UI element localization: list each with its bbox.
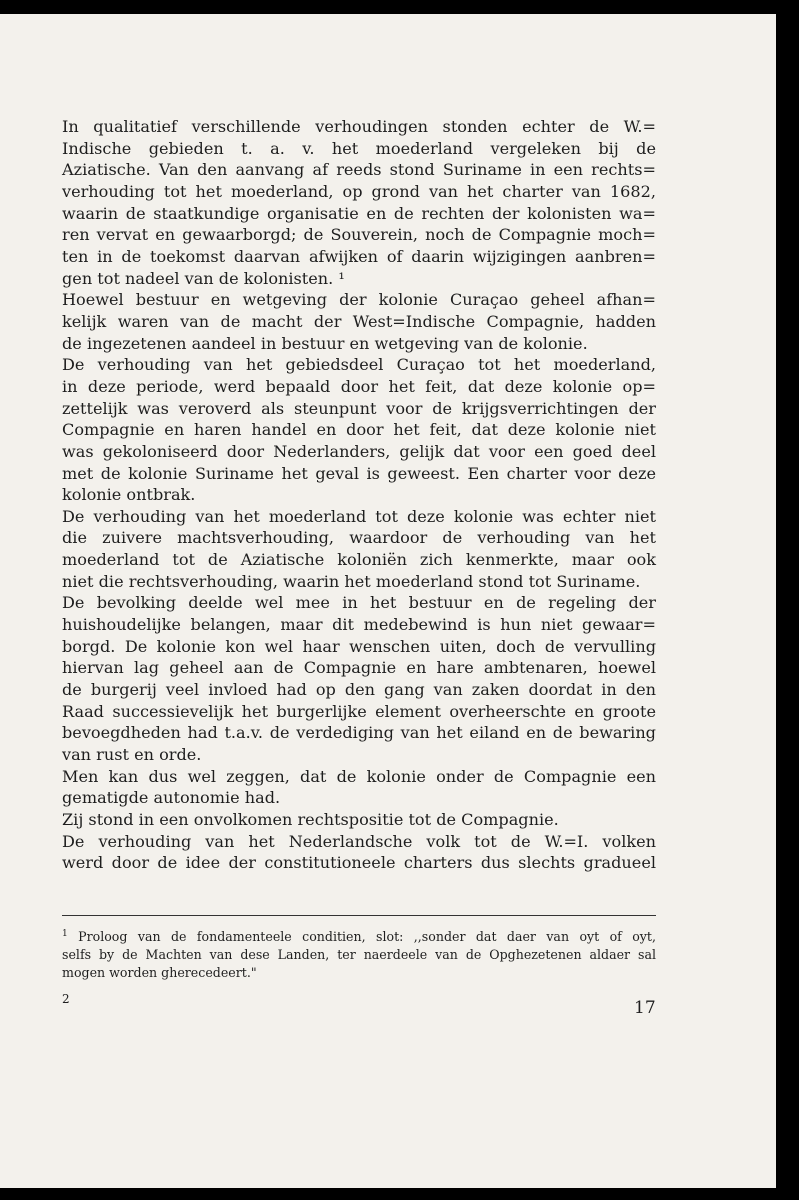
text-line: de ingezetenen aandeel in bestuur en wetgeving van de kolonie. xyxy=(62,333,588,353)
text-line: Hoewel bestuur en wetgeving der kolonie Curaçao geheel afhan= xyxy=(62,290,656,310)
text-line: waarin de staatkundige organisatie en de rechten der kolonisten wa= xyxy=(62,203,656,223)
text-line: zettelijk was veroverd als steunpunt voor de krijgsverrichtingen der xyxy=(62,398,656,418)
paragraph xyxy=(62,766,656,809)
footnote-rule xyxy=(62,915,656,916)
text-line: werd door de idee der constitutioneele charters dus slechts gradueel xyxy=(62,853,656,873)
text-line: Aziatische. Van den aanvang af reeds stond Suriname in een rechts= xyxy=(62,160,656,180)
paragraph xyxy=(62,831,656,874)
text-line: De verhouding van het moederland tot deze kolonie was echter niet xyxy=(62,506,656,526)
text-line: huishoudelijke belangen, maar dit medebewind is hun niet gewaar= xyxy=(62,615,656,635)
paragraph xyxy=(62,289,656,354)
footnote-line-text: Proloog van de fondamenteele conditien, slot: ,,sonder dat daer van oyt of oyt, xyxy=(78,929,656,944)
text-line: in deze periode, werd bepaald door het feit, dat deze kolonie op= xyxy=(62,376,656,396)
footnote-line: selfs by de Machten van dese Landen, ter naerdeele van de Opghezetenen aldaer sal xyxy=(62,947,656,962)
text-line: Indische gebieden t. a. v. het moederland vergeleken bij de xyxy=(62,138,656,158)
paragraph xyxy=(62,506,656,593)
text-line: hiervan lag geheel aan de Compagnie en hare ambtenaren, hoewel xyxy=(62,658,656,678)
text-line: Compagnie en haren handel en door het feit, dat deze kolonie niet xyxy=(62,420,656,440)
text-line: de burgerij veel invloed had op den gang van zaken doordat in den xyxy=(62,680,656,700)
text-line: kolonie ontbrak. xyxy=(62,485,196,505)
body-text xyxy=(62,116,656,874)
text-line: kelijk waren van de macht der West=Indische Compagnie, hadden xyxy=(62,311,656,331)
text-line: gematigde autonomie had. xyxy=(62,788,281,808)
paragraph xyxy=(62,809,656,831)
text-line: gen tot nadeel van de kolonisten. ¹ xyxy=(62,268,345,288)
text-line: verhouding tot het moederland, op grond van het charter van 1682, xyxy=(62,181,656,201)
text-line: ren vervat en gewaarborgd; de Souverein, noch de Compagnie moch= xyxy=(62,225,656,245)
text-line: borgd. De kolonie kon wel haar wenschen uiten, doch de vervulling xyxy=(62,636,656,656)
text-line: moederland tot de Aziatische koloniën zich kenmerkte, maar ook xyxy=(62,550,656,570)
paragraph xyxy=(62,592,656,765)
footnote-marker: 1 xyxy=(62,928,68,939)
paragraph xyxy=(62,354,656,506)
text-line: die zuivere machtsverhouding, waardoor de verhouding van het xyxy=(62,528,656,548)
text-line: bevoegdheden had t.a.v. de verdediging van het eiland en de bewaring xyxy=(62,723,656,743)
text-line: Men kan dus wel zeggen, dat de kolonie onder de Compagnie een xyxy=(62,766,656,786)
text-line: De bevolking deelde wel mee in het bestuur en de regeling der xyxy=(62,593,656,613)
page-number: 17 xyxy=(634,998,656,1018)
text-line: met de kolonie Suriname het geval is geweest. Een charter voor deze xyxy=(62,463,656,483)
footnote-line: mogen worden gherecedeert." xyxy=(62,965,257,980)
text-line: De verhouding van het Nederlandsche volk tot de W.=I. volken xyxy=(62,831,656,851)
paragraph xyxy=(62,116,656,289)
text-line: De verhouding van het gebiedsdeel Curaçao tot het moederland, xyxy=(62,355,656,375)
text-line: In qualitatief verschillende verhoudingen stonden echter de W.= xyxy=(62,117,656,136)
text-line: was gekoloniseerd door Nederlanders, gelijk dat voor een goed deel xyxy=(62,441,656,461)
text-line: ten in de toekomst daarvan afwijken of daarin wijzigingen aanbren= xyxy=(62,246,656,266)
text-line: Zij stond in een onvolkomen rechtspositie tot de Compagnie. xyxy=(62,810,559,829)
book-page xyxy=(0,14,776,1188)
signature-mark: 2 xyxy=(62,992,70,1006)
footnote xyxy=(62,928,656,982)
text-line: niet die rechtsverhouding, waarin het moederland stond tot Suriname. xyxy=(62,571,641,591)
footnote-line xyxy=(62,928,656,946)
text-line: van rust en orde. xyxy=(62,745,202,765)
text-line: Raad successievelijk het burgerlijke element overheerschte en groote xyxy=(62,701,656,721)
